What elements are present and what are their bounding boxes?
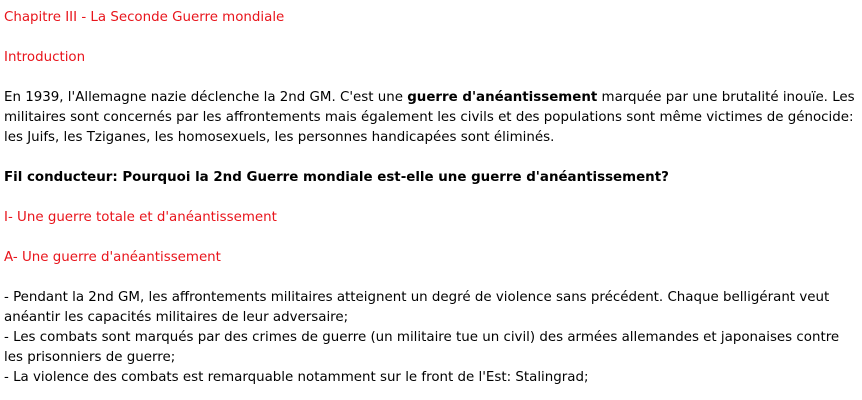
section-heading: I- Une guerre totale et d'anéantissement [4, 210, 277, 225]
subsection-heading: A- Une guerre d'anéantissement [4, 250, 221, 265]
intro-paragraph [4, 88, 858, 148]
chapter-title: Chapitre III - La Seconde Guerre mondiale [4, 10, 285, 25]
bullet-list [4, 288, 858, 388]
intro-text-start: En 1939, l'Allemagne nazie déclenche la 2nd GM. C'est une [4, 90, 408, 105]
list-item: - Les combats sont marqués par des crimes de guerre (un militaire tue un civil) des armées allemandes et japonaises contre les prisonniers de guerre; [4, 330, 840, 365]
intro-bold-term: guerre d'anéantissement [407, 90, 598, 105]
list-item: - La violence des combats est remarquable notamment sur le front de l'Est: Stalingrad; [4, 370, 589, 385]
intro-text-end: marquée par une brutalité inouïe. Les militaires sont concernés par les affrontements mais également les civils et des populations sont même victimes de génocide: les Juifs, les Tziganes, les homosexuels, les personnes handicapées sont éliminés. [4, 90, 855, 145]
intro-heading: Introduction [4, 50, 86, 65]
list-item: - Pendant la 2nd GM, les affrontements militaires atteignent un degré de violence sans précédent. Chaque belligérant veut anéantir les capacités militaires de leur adversaire; [4, 290, 830, 325]
guiding-question: Fil conducteur: Pourquoi la 2nd Guerre mondiale est-elle une guerre d'anéantissement? [4, 170, 669, 185]
